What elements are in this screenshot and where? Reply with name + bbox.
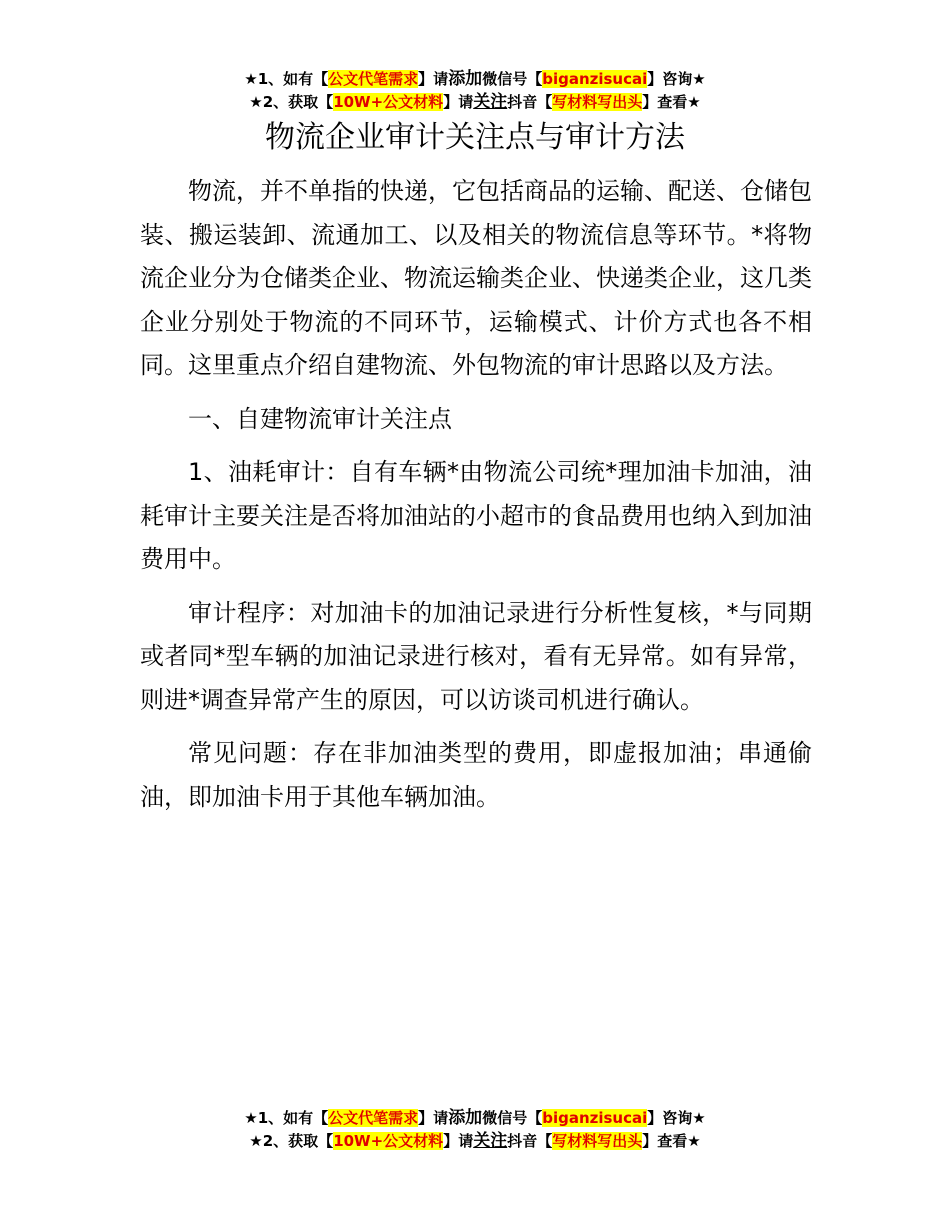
highlight-wechat-id: biganzisucai (542, 1109, 648, 1127)
banner-text: 微信号【 (482, 1109, 543, 1127)
banner-text: 】查看★ (642, 93, 701, 111)
banner-text: ★1、如有【 (244, 1109, 329, 1127)
top-ad-banner (0, 68, 950, 114)
banner-text: ★2、获取【 (249, 1132, 334, 1150)
banner-text: 】请 (418, 70, 449, 88)
banner-line-2 (0, 1130, 950, 1153)
paragraph-intro: 物流，并不单指的快递，它包括商品的运输、配送、仓储包装、搬运装卸、流通加工、以及相关的物流信息等环节。*将物流企业分为仓储类企业、物流运输类企业、快递类企业，这几类企业分别处于物流的不同环节，运输模式、计价方式也各不相同。这里重点介绍自建物流、外包物流的审计思路以及方法。 (140, 177, 812, 379)
highlight-materials: 10W+公文材料 (333, 1132, 444, 1150)
banner-text: ★2、获取【 (249, 93, 334, 111)
section-heading: 一、自建物流审计关注点 (188, 404, 452, 433)
banner-line-1 (0, 68, 950, 91)
banner-line-1 (0, 1107, 950, 1130)
document-body (140, 170, 812, 829)
banner-text: 】查看★ (642, 1132, 701, 1150)
banner-text: 微信号【 (482, 70, 543, 88)
banner-text: 】请 (443, 93, 474, 111)
banner-text: 抖音【 (507, 93, 553, 111)
banner-text: 添加 (448, 1108, 483, 1128)
highlight-service: 公文代笔需求 (328, 70, 419, 88)
banner-text: 关注 (473, 92, 508, 112)
bottom-ad-banner (0, 1107, 950, 1153)
highlight-materials: 10W+公文材料 (333, 93, 444, 111)
highlight-service: 公文代笔需求 (328, 1109, 419, 1127)
paragraph-audit-procedure: 审计程序：对加油卡的加油记录进行分析性复核，*与同期或者同*型车辆的加油记录进行核对，看有无异常。如有异常，则进*调查异常产生的原因，可以访谈司机进行确认。 (140, 598, 812, 714)
paragraph-common-issues: 常见问题：存在非加油类型的费用，即虚报加油；串通偷油，即加油卡用于其他车辆加油。 (140, 739, 812, 811)
banner-text: 添加 (448, 69, 483, 89)
banner-text: 抖音【 (507, 1132, 553, 1150)
highlight-wechat-id: biganzisucai (542, 70, 648, 88)
banner-text: 】咨询★ (647, 1109, 706, 1127)
highlight-douyin: 写材料写出头 (552, 1132, 643, 1150)
document-title: 物流企业审计关注点与审计方法 (265, 120, 685, 155)
banner-line-2 (0, 91, 950, 114)
banner-text: 】请 (418, 1109, 449, 1127)
highlight-douyin: 写材料写出头 (552, 93, 643, 111)
banner-text: 】请 (443, 1132, 474, 1150)
paragraph-fuel-audit: 1、油耗审计：自有车辆*由物流公司统*理加油卡加油，油耗审计主要关注是否将加油站的小超市的食品费用也纳入到加油费用中。 (140, 458, 812, 573)
banner-text: 】咨询★ (647, 70, 706, 88)
banner-text: ★1、如有【 (244, 70, 329, 88)
banner-text: 关注 (473, 1131, 508, 1151)
